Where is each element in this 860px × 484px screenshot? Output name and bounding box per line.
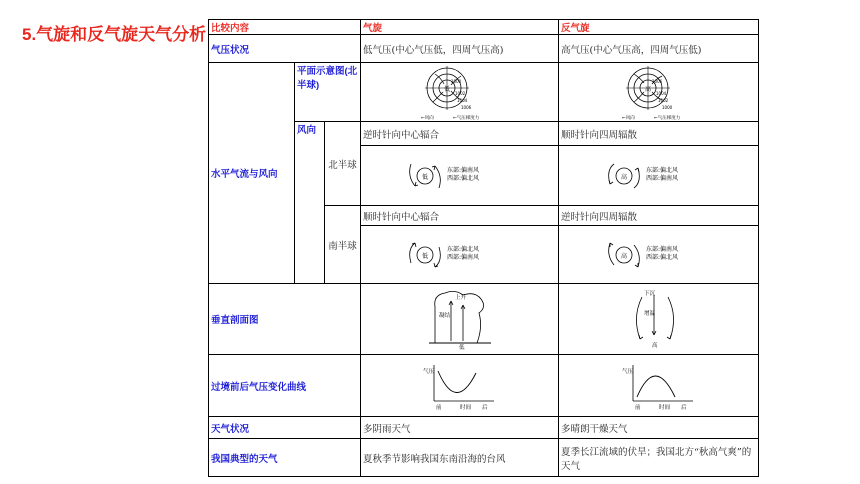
curve-cyclone-cell <box>361 355 559 417</box>
cyclone-profile-diagram <box>415 287 505 351</box>
west-wind-label: 西部:偏北风 <box>645 253 678 261</box>
east-wind-label: 东部:偏南风 <box>446 166 479 174</box>
rise-label: 上升 <box>454 295 466 301</box>
isobar-label: 1006 <box>460 104 471 110</box>
profile-row <box>209 284 759 355</box>
typical-label: 我国典型的天气 <box>209 439 361 477</box>
plan-row <box>209 63 759 122</box>
isobar-label: 1002 <box>657 97 668 103</box>
weather-row <box>209 417 759 439</box>
cyclone-center-label: 低 <box>443 85 450 93</box>
isobar-label: 1000 <box>450 78 461 84</box>
weather-anticyclone: 多晴朗干燥天气 <box>559 417 759 439</box>
isobar-label: 1000 <box>661 104 672 110</box>
south-cyclone-wind-diagram <box>405 235 515 275</box>
north-cyclone-wind-diagram <box>405 156 515 196</box>
horizontal-flow-label: 水平气流与风向 <box>209 63 295 284</box>
typical-cyclone: 夏秋季节影响我国东南沿海的台风 <box>361 439 559 477</box>
north-anticyclone-diagram-cell <box>559 146 759 206</box>
high-center-label: 高 <box>620 252 627 260</box>
south-anticyclone-wind-diagram <box>604 235 714 275</box>
x-before-label: 前 <box>634 404 641 411</box>
header-cyclone: 气旋 <box>361 20 559 35</box>
typical-anticyclone: 夏季长江流域的伏旱；我国北方“秋高气爽”的天气 <box>559 439 759 477</box>
cyclone-plan-diagram <box>395 64 525 121</box>
legend-wind: ←风向 <box>420 115 434 121</box>
low-pressure-label: 低 <box>458 345 465 351</box>
page-title: 5.气旋和反气旋天气分析 <box>22 25 207 44</box>
pressure-row <box>209 35 759 63</box>
profile-anticyclone-cell <box>559 284 759 355</box>
isobar-label: 1004 <box>655 90 666 96</box>
plan-anticyclone-cell <box>559 63 759 122</box>
north-cyclone-diagram-cell <box>361 146 559 206</box>
north-anticyclone-text: 顺时针向四周辐散 <box>559 122 759 146</box>
sink-label: 下沉 <box>643 291 655 297</box>
x-time-label: 时间 <box>658 404 670 411</box>
curve-label: 过境前后气压变化曲线 <box>209 355 361 417</box>
weather-cyclone: 多阴雨天气 <box>361 417 559 439</box>
header-anticyclone: 反气旋 <box>559 20 759 35</box>
pressure-anticyclone: 高气压(中心气压高，四周气压低) <box>559 35 759 63</box>
warm-label: 增温 <box>643 311 655 317</box>
table-header-row <box>209 20 759 35</box>
wind-direction-label: 风向 <box>295 122 325 284</box>
anticyclone-profile-diagram <box>614 287 704 351</box>
x-after-label: 后 <box>680 404 687 411</box>
south-hemisphere-label: 南半球 <box>325 206 361 284</box>
north-cyclone-text: 逆时针向中心辐合 <box>361 122 559 146</box>
profile-cyclone-cell <box>361 284 559 355</box>
east-wind-label: 东部:偏北风 <box>645 166 678 174</box>
east-wind-label: 东部:偏北风 <box>446 245 479 253</box>
north-hemisphere-label: 北半球 <box>325 122 361 206</box>
profile-label: 垂直剖面图 <box>209 284 361 355</box>
x-before-label: 前 <box>435 404 442 411</box>
south-cyclone-diagram-cell <box>361 226 559 284</box>
curve-row <box>209 355 759 417</box>
north-anticyclone-wind-diagram <box>604 156 714 196</box>
isobar-label: 1006 <box>651 78 662 84</box>
south-anticyclone-diagram-cell <box>559 226 759 284</box>
condense-label: 凝结 <box>438 313 450 319</box>
comparison-table <box>208 19 759 477</box>
high-pressure-label: 高 <box>651 343 658 349</box>
west-wind-label: 西部:偏南风 <box>645 174 678 182</box>
isobar-label: 1002 <box>454 90 465 96</box>
header-compare: 比较内容 <box>209 20 361 35</box>
legend-grad: ←气压梯度力 <box>653 115 680 121</box>
x-time-label: 时间 <box>459 404 471 411</box>
y-axis-label: 气压 <box>422 368 434 375</box>
plan-cyclone-cell <box>361 63 559 122</box>
cyclone-pressure-curve <box>420 359 500 413</box>
anticyclone-center-label: 高 <box>644 85 651 93</box>
east-wind-label: 东部:偏南风 <box>645 245 678 253</box>
legend-wind: ←风向 <box>621 115 635 121</box>
west-wind-label: 西部:偏南风 <box>446 253 479 261</box>
isobar-label: 1004 <box>456 97 467 103</box>
plan-label: 平面示意图(北半球) <box>295 63 361 122</box>
pressure-cyclone: 低气压(中心气压低，四周气压高) <box>361 35 559 63</box>
low-center-label: 低 <box>421 173 428 181</box>
south-anticyclone-text: 逆时针向四周辐散 <box>559 206 759 226</box>
x-after-label: 后 <box>481 404 488 411</box>
typical-row <box>209 439 759 477</box>
anticyclone-plan-diagram <box>594 64 724 121</box>
weather-label: 天气状况 <box>209 417 361 439</box>
pressure-label: 气压状况 <box>209 35 361 63</box>
legend-grad: ←气压梯度力 <box>452 115 479 121</box>
anticyclone-pressure-curve <box>619 359 699 413</box>
low-center-label: 低 <box>421 252 428 260</box>
west-wind-label: 西部:偏北风 <box>446 174 479 182</box>
y-axis-label: 气压 <box>621 368 633 375</box>
high-center-label: 高 <box>620 173 627 181</box>
south-cyclone-text: 顺时针向中心辐合 <box>361 206 559 226</box>
curve-anticyclone-cell <box>559 355 759 417</box>
